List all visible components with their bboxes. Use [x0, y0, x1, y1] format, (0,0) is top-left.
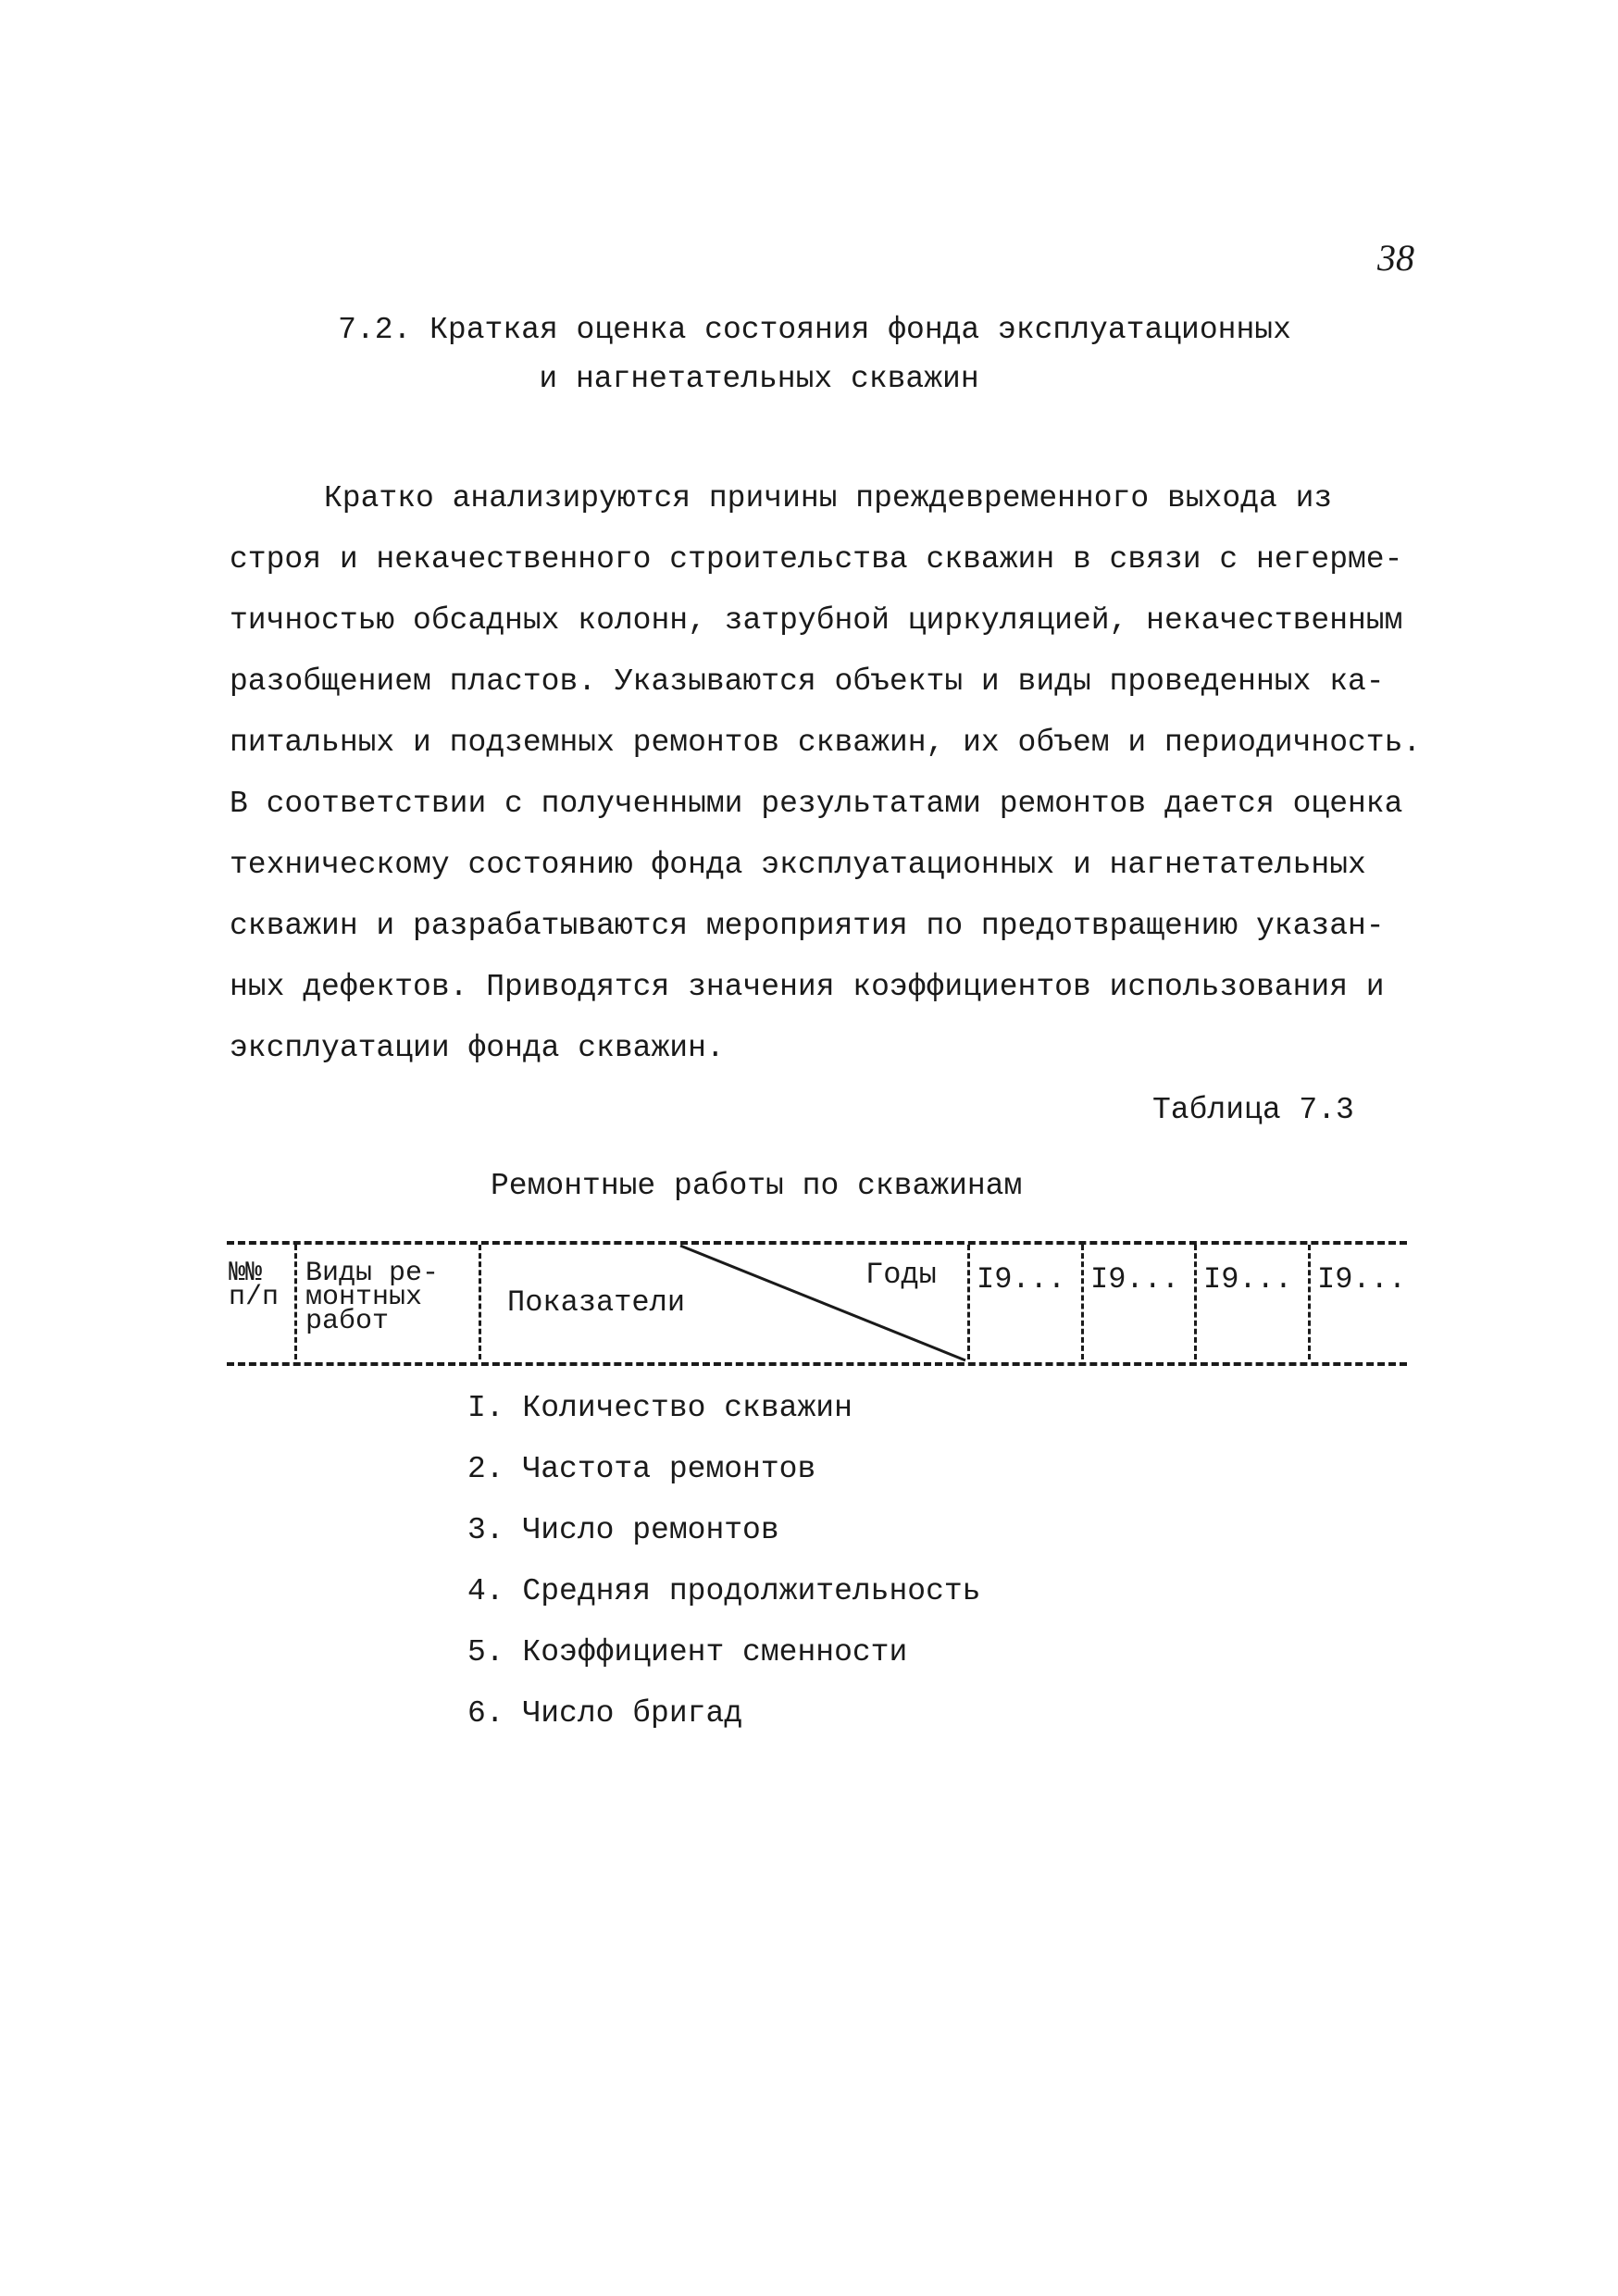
- header-number-label: №№ п/п: [229, 1258, 280, 1313]
- table-row: 4. Средняя продолжительность: [467, 1574, 981, 1608]
- paragraph-line: строя и некачественного строительства скважин в связи с негерме-: [230, 542, 1403, 577]
- table-row: I. Количество скважин: [467, 1391, 853, 1425]
- section-heading-line-1: 7.2. Краткая оценка состояния фонда эксплуатационных: [338, 313, 1291, 347]
- paragraph-line: Кратко анализируются причины преждевременного выхода из: [324, 481, 1333, 515]
- header-year-column: I9...: [977, 1262, 1066, 1297]
- header-year-column: I9...: [1090, 1262, 1180, 1297]
- table-row: 2. Частота ремонтов: [467, 1452, 816, 1486]
- paragraph-line: питальных и подземных ремонтов скважин, их объем и периодичность.: [230, 726, 1422, 760]
- paragraph-line: эксплуатации фонда скважин.: [230, 1031, 725, 1065]
- page-number: 38: [1377, 237, 1414, 279]
- table-row: 6. Число бригад: [467, 1696, 743, 1731]
- paragraph-line: ных дефектов. Приводятся значения коэффициентов использования и: [230, 970, 1385, 1004]
- paragraph-line: разобщением пластов. Указываются объекты и виды проведенных ка-: [230, 664, 1385, 699]
- table-row: 5. Коэффициент сменности: [467, 1635, 908, 1669]
- paragraph-line: В соответствии с полученными результатами ремонтов дается оценка: [230, 787, 1403, 821]
- section-heading-line-2: и нагнетательных скважин: [539, 362, 979, 396]
- table-caption-number: Таблица 7.3: [1152, 1093, 1354, 1127]
- table-title: Ремонтные работы по скважинам: [491, 1169, 1023, 1203]
- header-year-column: I9...: [1317, 1262, 1407, 1297]
- paragraph-line: скважин и разрабатываются мероприятия по предотвращению указан-: [230, 909, 1385, 943]
- paragraph-line: техническому состоянию фонда эксплуатационных и нагнетательных: [230, 848, 1366, 882]
- header-years-label: Годы: [865, 1258, 937, 1292]
- paragraph-line: тичностью обсадных колонн, затрубной циркуляцией, некачественным: [230, 603, 1403, 638]
- table-row: 3. Число ремонтов: [467, 1513, 779, 1547]
- header-repair-types-label: Виды ре- монтных работ: [305, 1258, 440, 1337]
- header-indicators-label: Показатели: [507, 1285, 686, 1320]
- header-year-column: I9...: [1203, 1262, 1293, 1297]
